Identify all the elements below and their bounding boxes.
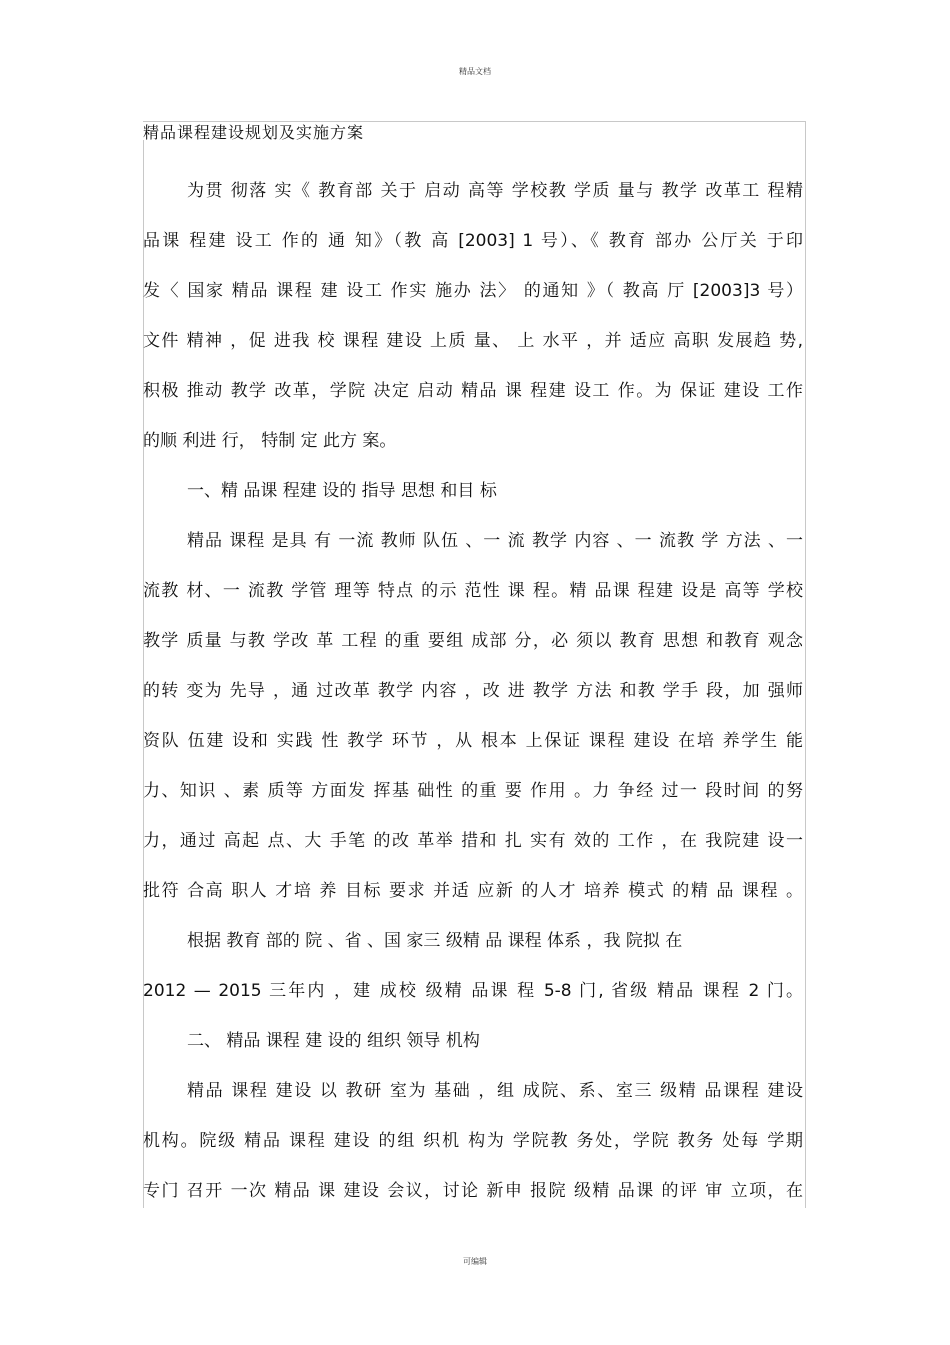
page-footer-label: 可编辑 bbox=[463, 1257, 487, 1266]
paragraph-line: 流教 材、一 流教 学管 理等 特点 的示 范性 课 程。精 品课 程建 设是 高等 学校 bbox=[143, 581, 803, 601]
paragraph-line: 为贯 彻落 实《 教育部 关于 启动 高等 学校教 学质 量与 教学 改革工 程精 bbox=[187, 181, 803, 201]
paragraph-line: 资队 伍建 设和 实践 性 教学 环节 ，从 根本 上保证 课程 建设 在培 养学生 能 bbox=[143, 731, 803, 751]
paragraph-line: 根据 教育 部的 院 、省 、国 家三 级精 品 课程 体系 ，我 院拟 在 bbox=[187, 931, 683, 951]
paragraph-line: 精品 课程 建设 以 教研 室为 基础 ，组 成院、系、室三 级精 品课程 建设 bbox=[187, 1081, 803, 1101]
paragraph-line: 机构。院级 精品 课程 建设 的组 织机 构为 学院教 务处，学院 教务 处每 学期 bbox=[143, 1131, 803, 1151]
paragraph-line: 力、知识 、素 质等 方面发 挥基 础性 的重 要 作用 。力 争经 过一 段时间 的努 bbox=[143, 781, 803, 801]
paragraph-line: 发〈 国家 精品 课程 建 设工 作实 施办 法〉 的通知 》（ 教高 厅 [2003]3 号） bbox=[143, 281, 803, 301]
paragraph-line: 积极 推动 教学 改革，学院 决定 启动 精品 课 程建 设工 作。为 保证 建设 工作 bbox=[143, 381, 803, 401]
paragraph-line: 的转 变为 先导 ，通 过改革 教学 内容 ，改 进 教学 方法 和教 学手 段，加 强师 bbox=[143, 681, 803, 701]
paragraph-line: 精品 课程 是具 有 一流 教师 队伍 、一 流 教学 内容 、一 流教 学 方法 、一 bbox=[187, 531, 803, 551]
section-heading: 二、 精品 课程 建 设的 组织 领导 机构 bbox=[187, 1031, 480, 1051]
paragraph-line: 批符 合高 职人 才培 养 目标 要求 并适 应新 的人才 培养 模式 的精 品 课程 。 bbox=[143, 881, 803, 901]
paragraph-line: 文件 精神 ，促 进我 校 课程 建设 上质 量、 上 水平 ，并 适应 高职 发展趋 势, bbox=[143, 331, 803, 351]
document-title: 精品课程建设规划及实施方案 bbox=[143, 123, 365, 142]
paragraph-line: 教学 质量 与教 学改 革 工程 的重 要组 成部 分，必 须以 教育 思想 和教育 观念 bbox=[143, 631, 803, 651]
paragraph-line: 的顺 利进 行， 特制 定 此方 案。 bbox=[143, 431, 397, 451]
paragraph-line: 专门 召开 一次 精品 课 建设 会议，讨论 新申 报院 级精 品课 的评 审 立项，在 bbox=[143, 1181, 803, 1201]
page-header-label: 精品文档 bbox=[459, 67, 491, 76]
paragraph-line: 品课 程建 设工 作的 通 知》（教 高 [2003] 1 号）、《 教育 部办 公厅关 于印 bbox=[143, 231, 803, 251]
paragraph-line: 力，通过 高起 点、大 手笔 的改 革举 措和 扎 实有 效的 工作 ，在 我院建 设一 bbox=[143, 831, 803, 851]
paragraph-line: 2012 — 2015 三年内 ，建 成校 级精 品课 程 5-8 门, 省级 精品 课程 2 门。 bbox=[143, 981, 803, 1001]
section-heading: 一、精 品课 程建 设的 指导 思想 和目 标 bbox=[187, 481, 497, 501]
